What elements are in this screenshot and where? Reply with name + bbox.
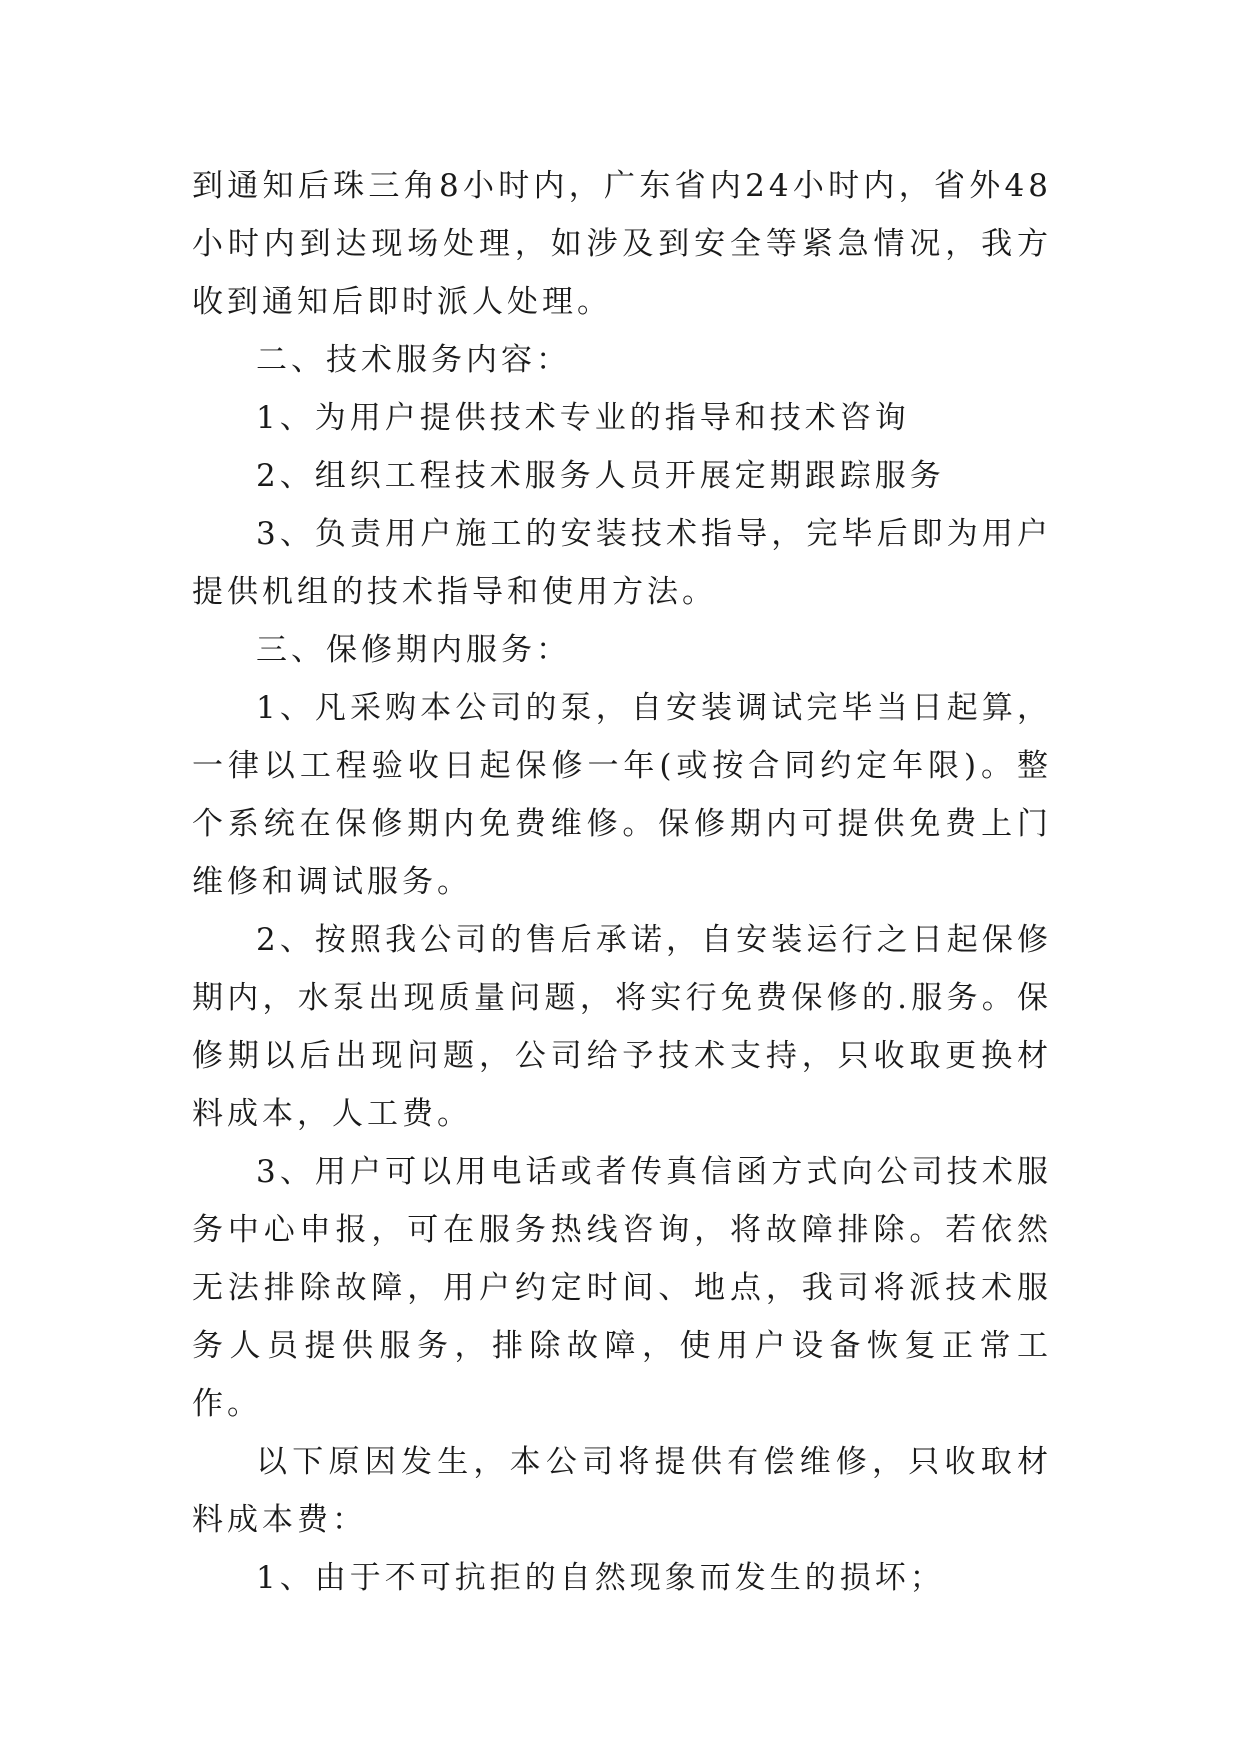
paragraph: 到通知后珠三角8小时内，广东省内24小时内，省外48小时内到达现场处理，如涉及到安全等紧急情况，我方收到通知后即时派人处理。 <box>192 168 1052 320</box>
paragraph: 以下原因发生，本公司将提供有偿维修，只收取材料成本费： <box>192 1444 1052 1538</box>
list-item: 2、按照我公司的售后承诺，自安装运行之日起保修期内，水泵出现质量问题，将实行免费保修的.服务。保修期以后出现问题，公司给予技术支持，只收取更换材料成本，人工费。 <box>192 922 1052 1132</box>
document-body <box>192 157 1052 1607</box>
list-item: 1、由于不可抗拒的自然现象而发生的损坏； <box>256 1560 945 1596</box>
section-heading-warranty-services: 三、保修期内服务： <box>256 632 571 668</box>
list-item: 2、组织工程技术服务人员开展定期跟踪服务 <box>256 458 945 494</box>
list-item: 3、用户可以用电话或者传真信函方式向公司技术服务中心申报，可在服务热线咨询，将故障排除。若依然无法排除故障，用户约定时间、地点，我司将派技术服务人员提供服务，排除故障，使用户设备恢复正常工作。 <box>192 1154 1052 1422</box>
list-item: 3、负责用户施工的安装技术指导，完毕后即为用户提供机组的技术指导和使用方法。 <box>192 516 1052 610</box>
list-item: 1、为用户提供技术专业的指导和技术咨询 <box>256 400 910 436</box>
list-item: 1、凡采购本公司的泵，自安装调试完毕当日起算，一律以工程验收日起保修一年(或按合同约定年限)。整个系统在保修期内免费维修。保修期内可提供免费上门维修和调试服务。 <box>192 690 1052 900</box>
section-heading-technical-services: 二、技术服务内容： <box>256 342 571 378</box>
